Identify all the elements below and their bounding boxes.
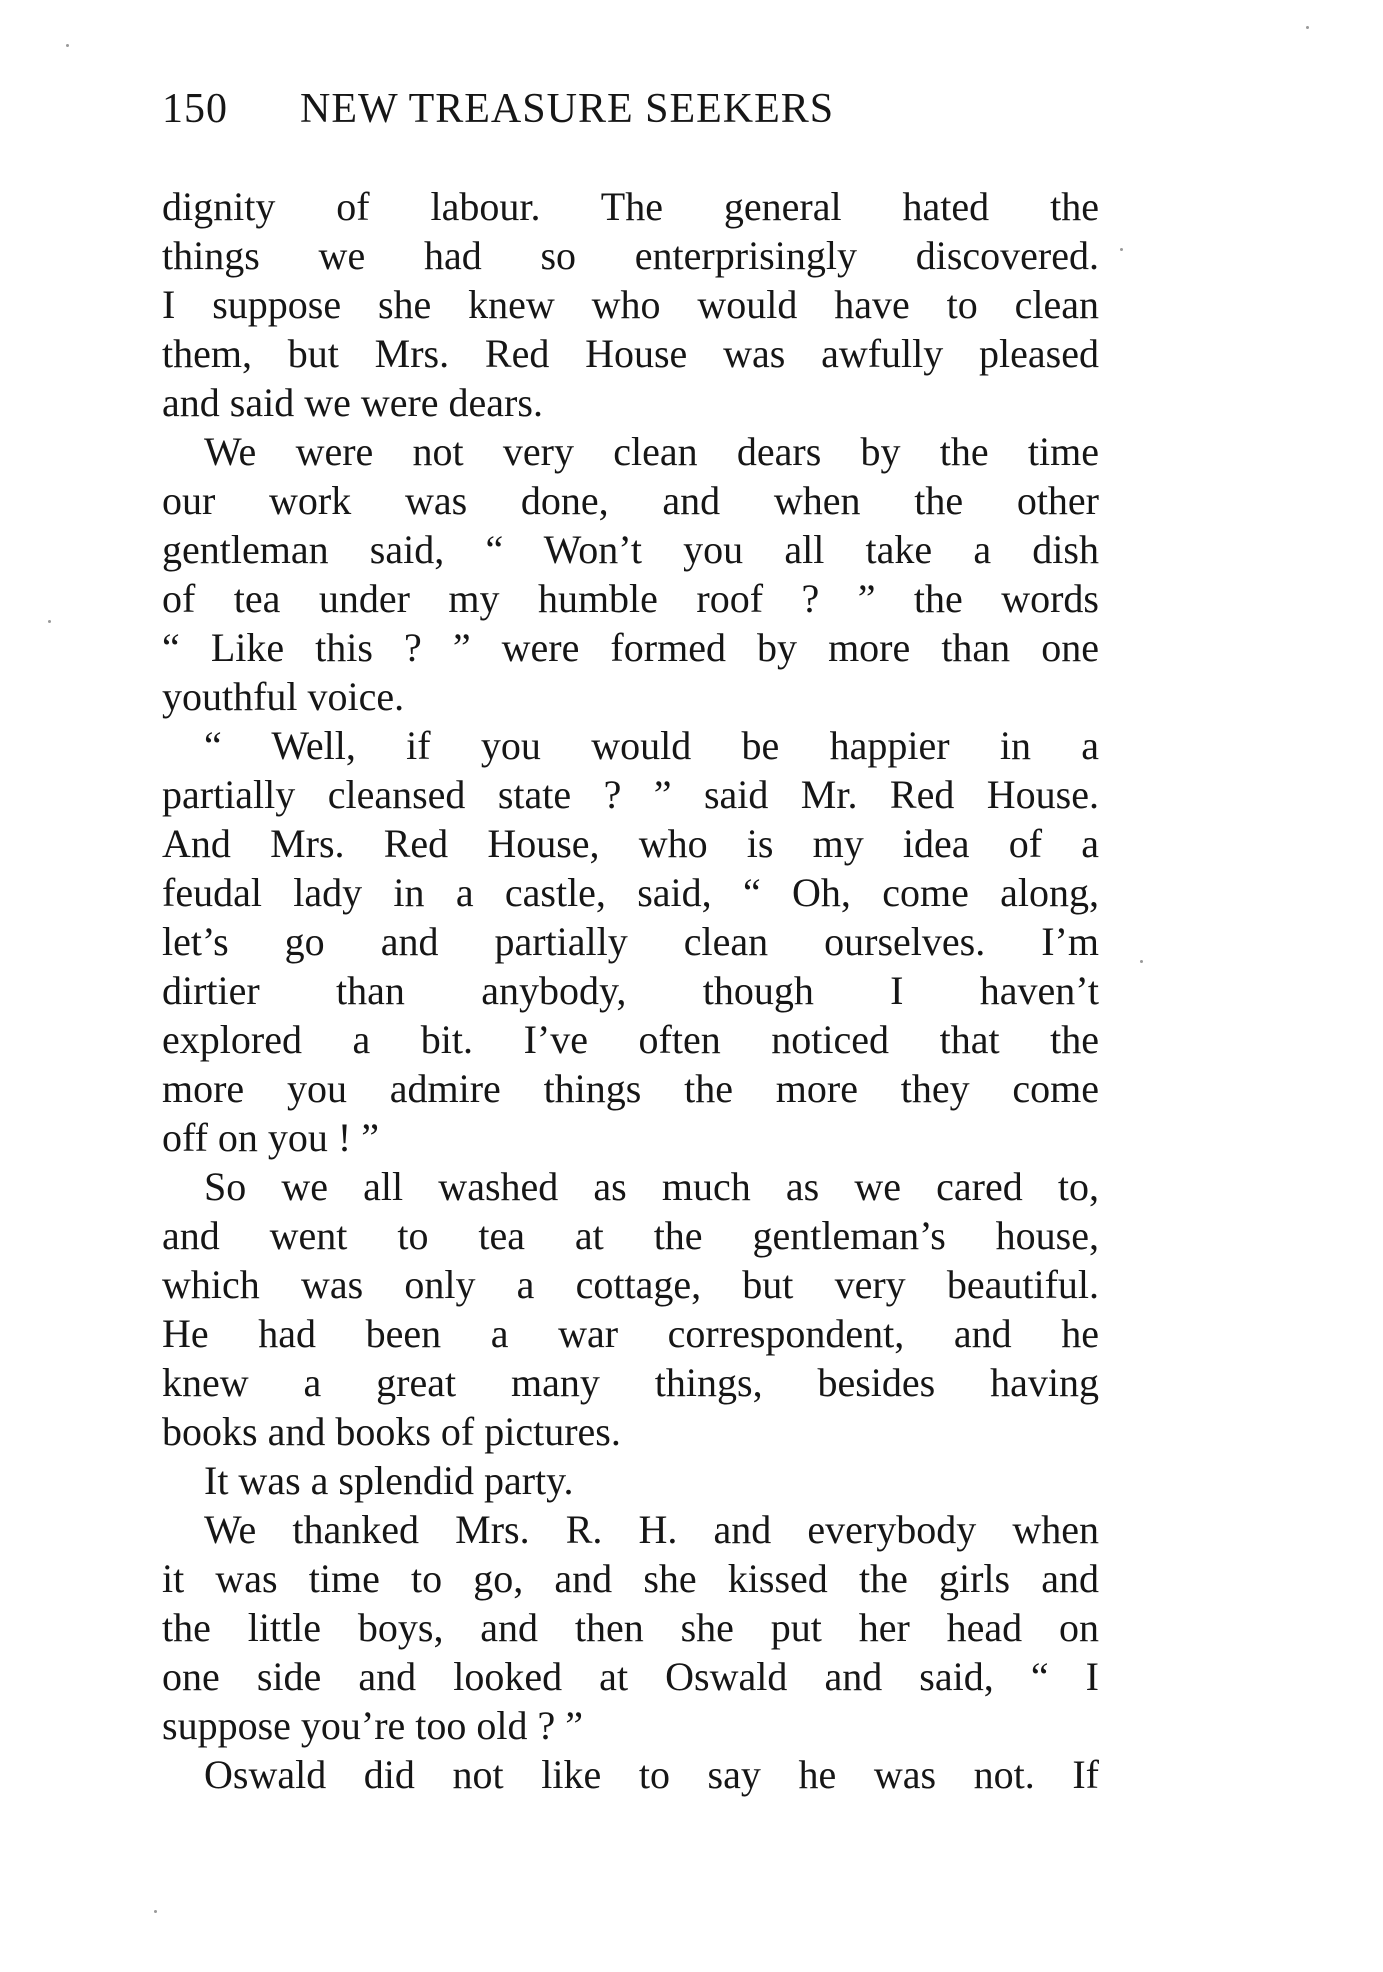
running-title: NEW TREASURE SEEKERS (300, 86, 835, 132)
text-line: of tea under my humble roof ? ” the words (162, 576, 1099, 621)
text-line: gentleman said, “ Won’t you all take a dish (162, 527, 1099, 572)
paragraph-start: It was a splendid party. (204, 1458, 574, 1503)
text-line: let’s go and partially clean ourselves. I’m (162, 919, 1099, 964)
text-line: And Mrs. Red House, who is my idea of a (162, 821, 1099, 866)
text-line: youthful voice. (162, 674, 405, 719)
text-line: dirtier than anybody, though I haven’t (162, 968, 1099, 1013)
running-head (162, 84, 834, 134)
paragraph-start: Oswald did not like to say he was not. If (204, 1752, 1099, 1797)
text-line: suppose you’re too old ? ” (162, 1703, 584, 1748)
text-line: it was time to go, and she kissed the girls and (162, 1556, 1099, 1601)
page-number: 150 (162, 86, 228, 132)
text-line: partially cleansed state ? ” said Mr. Red House. (162, 772, 1099, 817)
text-line: dignity of labour. The general hated the (162, 184, 1099, 229)
text-line: more you admire things the more they come (162, 1066, 1099, 1111)
scan-speck (66, 44, 69, 47)
text-line: and went to tea at the gentleman’s house, (162, 1213, 1099, 1258)
text-line: and said we were dears. (162, 380, 543, 425)
text-line: explored a bit. I’ve often noticed that the (162, 1017, 1099, 1062)
text-line: off on you ! ” (162, 1115, 379, 1160)
scan-speck (154, 1910, 157, 1913)
body-text (162, 182, 1099, 1799)
paragraph-start: We thanked Mrs. R. H. and everybody when (204, 1507, 1099, 1552)
text-line: our work was done, and when the other (162, 478, 1099, 523)
scan-speck (1140, 960, 1143, 963)
text-line: one side and looked at Oswald and said, “ I (162, 1654, 1099, 1699)
text-line: books and books of pictures. (162, 1409, 621, 1454)
scan-speck (1120, 248, 1123, 251)
scan-speck (1306, 26, 1309, 29)
paragraph-start: We were not very clean dears by the time (204, 429, 1099, 474)
text-line: things we had so enterprisingly discovered. (162, 233, 1099, 278)
text-line: He had been a war correspondent, and he (162, 1311, 1099, 1356)
text-line: them, but Mrs. Red House was awfully pleased (162, 331, 1099, 376)
text-line: I suppose she knew who would have to clean (162, 282, 1099, 327)
text-line: feudal lady in a castle, said, “ Oh, come along, (162, 870, 1099, 915)
text-line: knew a great many things, besides having (162, 1360, 1099, 1405)
text-line: “ Like this ? ” were formed by more than one (162, 625, 1099, 670)
scan-speck (48, 620, 51, 623)
paragraph-start: “ Well, if you would be happier in a (204, 723, 1099, 768)
text-line: the little boys, and then she put her head on (162, 1605, 1099, 1650)
text-line: which was only a cottage, but very beautiful. (162, 1262, 1099, 1307)
paragraph-start: So we all washed as much as we cared to, (204, 1164, 1099, 1209)
